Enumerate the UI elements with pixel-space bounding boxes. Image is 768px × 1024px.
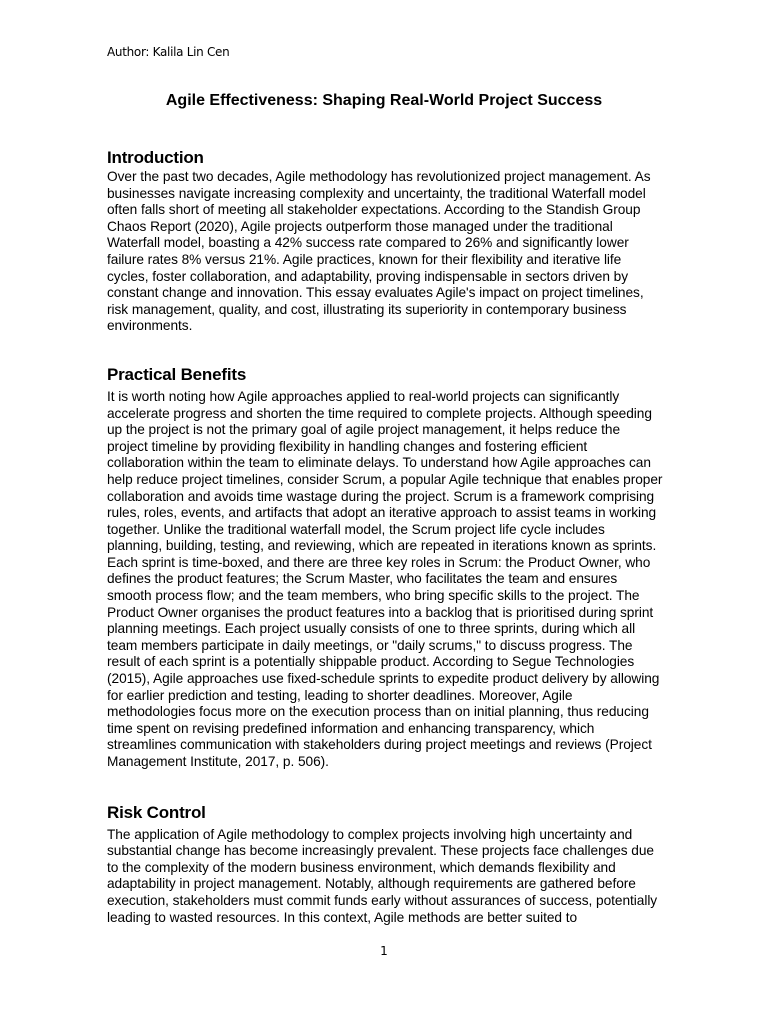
section-heading-introduction: Introduction: [107, 148, 204, 167]
section-heading-risk-control: Risk Control: [107, 802, 206, 822]
author-line: Author: Kalila Lin Cen: [107, 45, 230, 59]
section-introduction: [107, 147, 663, 335]
document-body: [107, 147, 663, 929]
paragraph-risk-control: The application of Agile methodology to complex projects involving high uncertainty and substantial change has become increasingly prevalent. These projects face challenges due to the complexity of the modern business environment, which demands flexibility and adaptability in project management. Notably, although requirements are gathered before execution, stakeholders must commit funds early without assurances of success, potentially leading to wasted resources. In this context, Agile methods are better suited to: [107, 826, 658, 925]
document-title: Agile Effectiveness: Shaping Real-World Project Success: [165, 92, 603, 109]
page-number: 1: [380, 944, 388, 958]
section-heading-practical-benefits: Practical Benefits: [107, 364, 247, 384]
paragraph-practical-benefits: It is worth noting how Agile approaches applied to real-world projects can significantly accelerate progress and shorten the time required to complete projects. Although speeding up the project is not the primary goal of agile project management, it helps reduce the project timeline by providing flexibility in handling changes and fostering efficient collaboration within the team to eliminate delays. To understand how Agile approaches can help reduce project timelines, consider Scrum, a popular Agile technique that enables proper collaboration and avoids time wastage during the project. Scrum is a framework comprising rules, roles, events, and artifacts that adopt an iterative approach to assist teams in working together. Unlike the traditional waterfall model, the Scrum project life cycle includes planning, building, testing, and reviewing, which are repeated in iterations known as sprints. Each sprint is time-boxed, and there are three key roles in Scrum: the Product Owner, who defines the product features; the Scrum Master, who facilitates the team and ensures smooth process flow; and the team members, who bring specific skills to the project. The Product Owner organises the product features into a backlog that is prioritised during sprint planning meetings. Each project usually consists of one to three sprints, during which all team members participate in daily meetings, or "daily scrums," to discuss progress. The result of each sprint is a potentially shippable product. According to Segue Technologies (2015), Agile approaches use fixed-schedule sprints to expedite product delivery by allowing for earlier prediction and testing, leading to shorter deadlines. Moreover, Agile methodologies focus more on the execution process than on initial planning, thus reducing time spent on revising predefined information and enhancing transparency, which streamlines communication with stakeholders during project meetings and reviews (Project Management Institute, 2017, p. 506).: [107, 388, 663, 769]
risk-control-clip: [107, 827, 663, 929]
paragraph-introduction: Over the past two decades, Agile methodology has revolutionized project management. As businesses navigate increasing complexity and uncertainty, the traditional Waterfall model often falls short of meeting all stakeholder expectations. According to the Standish Group Chaos Report (2020), Agile projects outperform those managed under the traditional Waterfall model, boasting a 42% success rate compared to 26% and significantly lower failure rates 8% versus 21%. Agile practices, known for their flexibility and iterative life cycles, foster collaboration, and adaptability, proving indispensable in sectors driven by constant change and innovation. This essay evaluates Agile's impact on project timelines, risk management, quality, and cost, illustrating its superiority in contemporary business environments.: [107, 169, 651, 334]
section-practical-benefits: [107, 364, 663, 771]
section-risk-control: [107, 802, 663, 929]
